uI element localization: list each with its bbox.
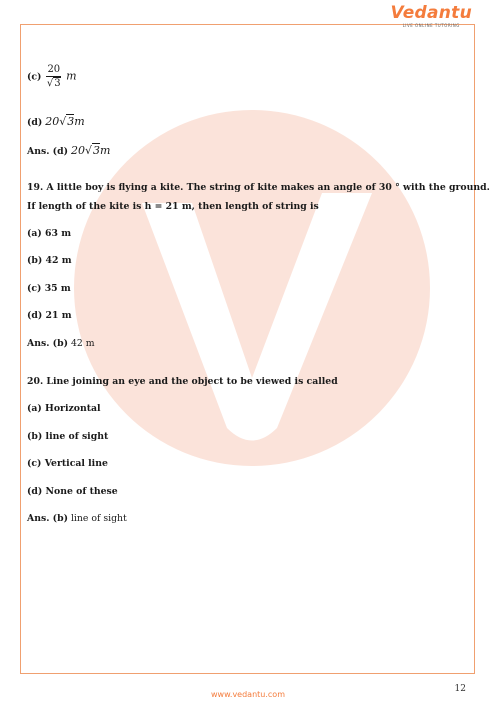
- coefficient: 20: [70, 144, 85, 157]
- answer-18: [27, 144, 110, 157]
- answer-label: Ans. (d): [27, 146, 68, 157]
- question-20-option-b: (b) line of sight: [27, 431, 109, 442]
- answer-value: line of sight: [70, 513, 127, 524]
- fraction-denominator: √3: [46, 78, 61, 89]
- answer-20: [27, 513, 127, 524]
- question-20-option-a: (a) Horizontal: [27, 403, 101, 414]
- question-20-line-1: 20. Line joining an eye and the object to be viewed is called: [27, 376, 338, 387]
- answer-19: [27, 338, 95, 349]
- question-20-option-d: (d) None of these: [27, 486, 118, 497]
- option-label: (d): [27, 117, 43, 128]
- brand-tagline: LIVE ONLINE TUTORING: [402, 23, 460, 28]
- footer-link[interactable]: www.vedantu.com: [211, 690, 285, 699]
- unit: m: [66, 69, 77, 83]
- option-d-prev: [27, 115, 85, 128]
- answer-value: 42 m: [70, 338, 95, 349]
- coefficient: 20: [45, 115, 60, 128]
- brand-name: Vedantu: [390, 3, 472, 23]
- vedantu-watermark-logo: [72, 108, 432, 468]
- math-expression: 20√3m: [45, 115, 85, 128]
- radicand: 3: [67, 115, 75, 128]
- page-number: 12: [454, 684, 466, 694]
- question-19-option-b: (b) 42 m: [27, 255, 72, 266]
- math-expression: 20√3m: [70, 144, 111, 157]
- option-c-prev: [27, 64, 77, 90]
- question-19-line-2: If length of the kite is h = 21 m, then length of string is: [27, 201, 319, 212]
- question-19-option-a: (a) 63 m: [27, 228, 72, 239]
- question-19-line-1: 19. A little boy is flying a kite. The string of kite makes an angle of 30 ° with the ground.: [27, 182, 490, 193]
- fraction: [46, 64, 61, 90]
- brand-logo: [390, 4, 472, 28]
- answer-label: Ans. (b): [27, 513, 68, 524]
- answer-label: Ans. (b): [27, 338, 68, 349]
- question-19-option-d: (d) 21 m: [27, 310, 72, 321]
- question-19-option-c: (c) 35 m: [27, 283, 71, 294]
- unit: m: [74, 115, 85, 128]
- option-label: (c): [27, 71, 42, 83]
- question-20-option-c: (c) Vertical line: [27, 458, 108, 469]
- fraction-numerator: 20: [47, 64, 61, 75]
- radicand: 3: [92, 144, 100, 157]
- unit: m: [99, 144, 111, 157]
- radicand: 3: [54, 78, 61, 89]
